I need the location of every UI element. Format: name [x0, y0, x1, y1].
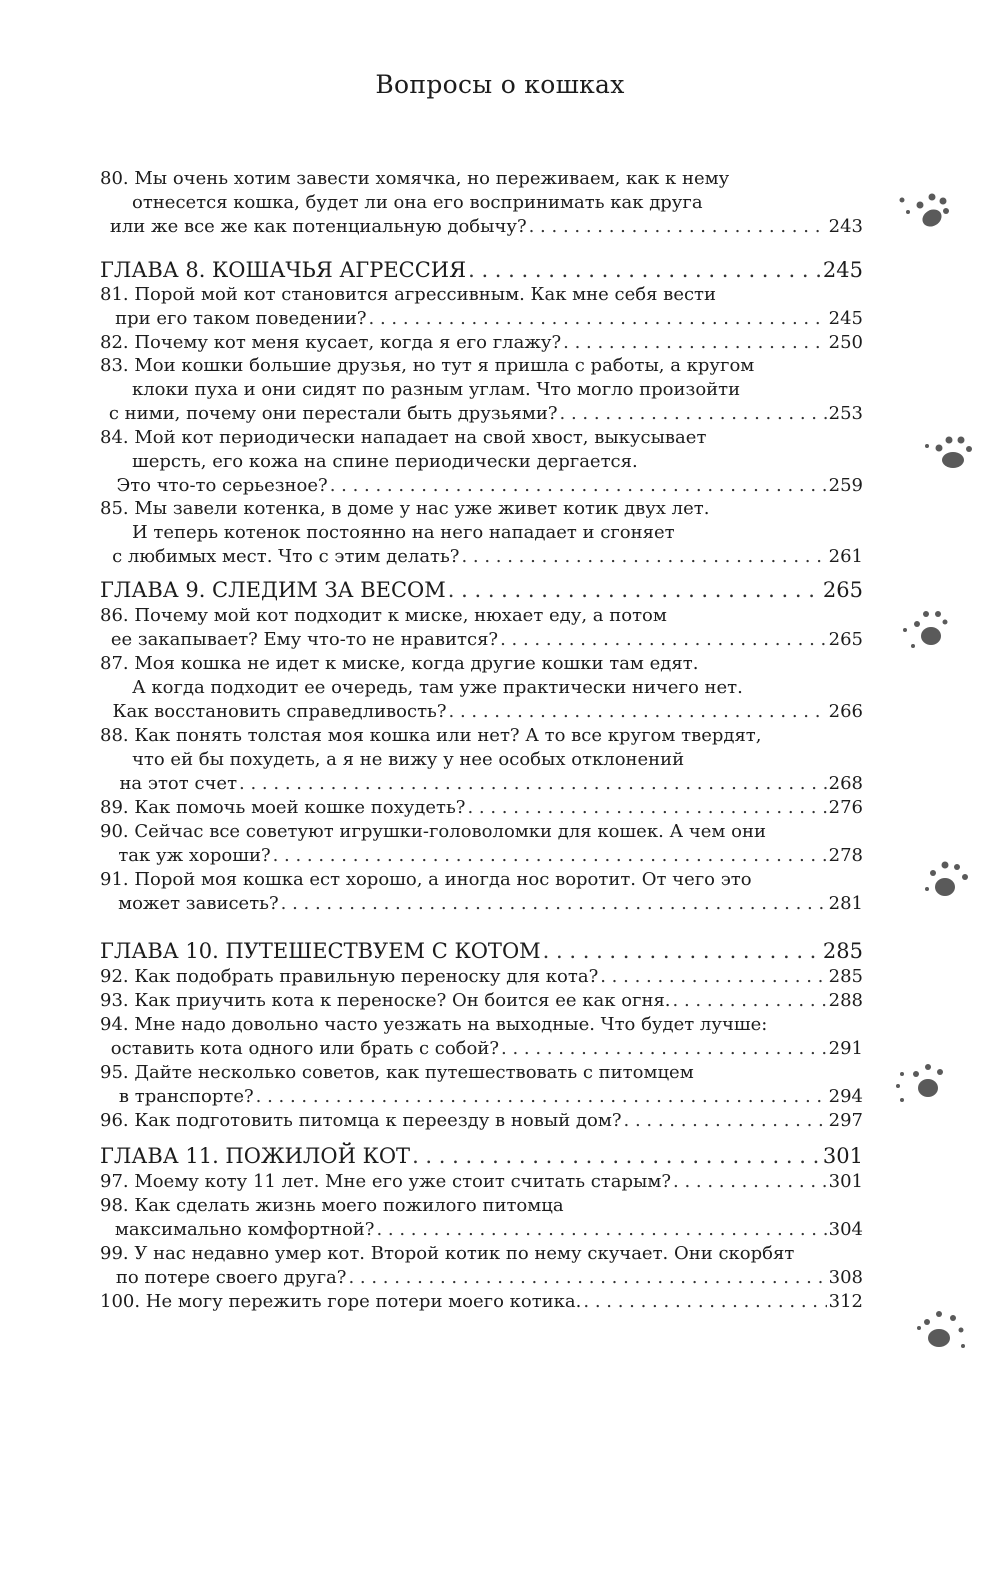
dot-leader — [600, 965, 826, 989]
entry-text: что ей бы похудеть, а я не вижу у нее особых отклонений — [132, 749, 685, 770]
dot-leader — [412, 1142, 821, 1170]
chapter-heading-10[interactable] — [100, 937, 863, 965]
page-number: 297 — [828, 1110, 863, 1131]
entry-text: 90. Сейчас все советуют игрушки-головоломки для кошек. А чем они — [100, 821, 766, 842]
paw-print-icon — [888, 178, 958, 248]
entry-text: 94. Мне надо довольно часто уезжать на выходные. Что будет лучше: — [100, 1014, 768, 1035]
toc-entry-96[interactable] — [100, 1109, 863, 1133]
toc-line — [100, 521, 863, 545]
page-title: Вопросы о кошках — [375, 70, 625, 99]
toc-line — [100, 378, 863, 402]
entry-text: 91. Порой моя кошка ест хорошо, а иногда нос воротит. От чего это — [100, 869, 752, 890]
page-number: 304 — [828, 1219, 863, 1240]
entry-text: 80. Мы очень хотим завести хомячка, но переживаем, как к нему — [100, 168, 730, 189]
entry-text: на этот счет — [119, 773, 238, 794]
toc-line — [100, 426, 863, 450]
page-number: 276 — [828, 797, 863, 818]
chapter-heading-11[interactable] — [100, 1142, 863, 1170]
dot-leader — [563, 331, 827, 355]
entry-text: 84. Мой кот периодически нападает на свой хвост, выкусывает — [100, 427, 707, 448]
toc-line — [100, 191, 863, 215]
page-number: 294 — [828, 1086, 863, 1107]
entry-text: 96. Как подготовить питомца к переезду в новый дом? — [100, 1110, 622, 1131]
chapter-title: ГЛАВА 11. ПОЖИЛОЙ КОТ — [100, 1144, 411, 1168]
page-number: 268 — [828, 773, 863, 794]
entry-text: 93. Как приучить кота к переноске? Он боится ее как огня. — [100, 990, 671, 1011]
toc-line — [100, 354, 863, 378]
dot-leader — [281, 892, 827, 916]
page-number: 285 — [822, 939, 863, 963]
dot-leader — [583, 1290, 826, 1314]
toc-entry-100[interactable] — [100, 1290, 863, 1314]
entry-text: 95. Дайте несколько советов, как путешествовать с питомцем — [100, 1062, 694, 1083]
dot-leader — [529, 215, 827, 239]
page-number: 278 — [828, 845, 863, 866]
toc-entry-84[interactable] — [100, 474, 863, 498]
toc-entry-81[interactable] — [100, 307, 863, 331]
entry-text: по потере своего друга? — [115, 1267, 347, 1288]
entry-text: 89. Как помочь моей кошке похудеть? — [100, 797, 466, 818]
page-number: 266 — [828, 701, 863, 722]
chapter-heading-9[interactable] — [100, 576, 863, 604]
paw-print-icon — [915, 420, 985, 490]
dot-leader — [449, 700, 827, 724]
toc-entry-82[interactable] — [100, 331, 863, 355]
paw-print-icon — [915, 845, 985, 915]
chapter-heading-8[interactable] — [100, 256, 863, 284]
page-number: 259 — [828, 475, 863, 496]
paw-print-icon — [888, 1050, 958, 1120]
entry-text: так уж хороши? — [118, 845, 271, 866]
dot-leader — [673, 989, 827, 1013]
entry-text: с ними, почему они перестали быть друзьями? — [108, 403, 558, 424]
page-number: 245 — [822, 258, 863, 282]
toc-line — [100, 868, 863, 892]
toc-entry-88[interactable] — [100, 772, 863, 796]
toc-line — [100, 283, 863, 307]
entry-text: А когда подходит ее очередь, там уже практически ничего нет. — [132, 677, 743, 698]
toc-line — [100, 604, 863, 628]
dot-leader — [673, 1170, 827, 1194]
entry-text: клоки пуха и они сидят по разным углам. Что могло произойти — [132, 379, 741, 400]
toc-entry-91[interactable] — [100, 892, 863, 916]
toc-line — [100, 1194, 863, 1218]
entry-text: оставить кота одного или брать с собой? — [110, 1038, 500, 1059]
toc-entry-80[interactable] — [100, 215, 863, 239]
toc-entry-95[interactable] — [100, 1085, 863, 1109]
dot-leader — [448, 576, 821, 604]
toc-line — [100, 820, 863, 844]
toc-entry-92[interactable] — [100, 965, 863, 989]
toc-entry-87[interactable] — [100, 700, 863, 724]
dot-leader — [560, 402, 827, 426]
page-number: 261 — [828, 546, 863, 567]
toc-line — [100, 1013, 863, 1037]
toc-line — [100, 1061, 863, 1085]
dot-leader — [239, 772, 827, 796]
entry-text: 99. У нас недавно умер кот. Второй котик по нему скучает. Они скорбят — [100, 1243, 795, 1264]
toc-line — [100, 450, 863, 474]
dot-leader — [330, 474, 827, 498]
entry-text: 100. Не могу пережить горе потери моего котика. — [100, 1291, 582, 1312]
toc-line — [100, 724, 863, 748]
page-number: 285 — [828, 966, 863, 987]
toc-line — [100, 167, 863, 191]
dot-leader — [468, 256, 821, 284]
dot-leader — [376, 1218, 826, 1242]
dot-leader — [348, 1266, 826, 1290]
entry-text: 87. Моя кошка не идет к миске, когда другие кошки там едят. — [100, 653, 699, 674]
dot-leader — [543, 937, 821, 965]
page-number: 245 — [828, 308, 863, 329]
page-number: 308 — [828, 1267, 863, 1288]
toc-line — [100, 748, 863, 772]
entry-text: в транспорте? — [118, 1086, 254, 1107]
entry-text: 85. Мы завели котенка, в доме у нас уже живет котик двух лет. — [100, 498, 710, 519]
toc-entry-85[interactable] — [100, 545, 863, 569]
entry-text: Это что-то серьезное? — [116, 475, 328, 496]
chapter-title: ГЛАВА 10. ПУТЕШЕСТВУЕМ С КОТОМ — [100, 939, 541, 963]
entry-text: 86. Почему мой кот подходит к миске, нюхает еду, а потом — [100, 605, 667, 626]
entry-text: И теперь котенок постоянно на него нападает и сгоняет — [132, 522, 675, 543]
toc-entry-90[interactable] — [100, 844, 863, 868]
paw-print-icon — [893, 600, 963, 670]
entry-text: с любимых мест. Что с этим делать? — [112, 546, 460, 567]
page-number: 291 — [828, 1038, 863, 1059]
toc-entry-99[interactable] — [100, 1266, 863, 1290]
toc-entry-94[interactable] — [100, 1037, 863, 1061]
entry-text: 97. Моему коту 11 лет. Мне его уже стоит считать старым? — [100, 1171, 671, 1192]
entry-text: 83. Мои кошки большие друзья, но тут я пришла с работы, а кругом — [100, 355, 755, 376]
dot-leader — [369, 307, 827, 331]
toc-line — [100, 652, 863, 676]
entry-text: может зависеть? — [118, 893, 279, 914]
page-number: 301 — [822, 1144, 863, 1168]
dot-leader — [467, 796, 826, 820]
toc-entry-93[interactable] — [100, 989, 863, 1013]
entry-text: 82. Почему кот меня кусает, когда я его глажу? — [100, 332, 562, 353]
page-number: 301 — [828, 1171, 863, 1192]
entry-text: 98. Как сделать жизнь моего пожилого питомца — [100, 1195, 564, 1216]
toc-entry-86[interactable] — [100, 628, 863, 652]
entry-text: шерсть, его кожа на спине периодически дергается. — [132, 451, 638, 472]
chapter-title: ГЛАВА 9. СЛЕДИМ ЗА ВЕСОМ — [100, 578, 446, 602]
page-number: 312 — [828, 1291, 863, 1312]
entry-text: ее закапывает? Ему что-то не нравится? — [110, 629, 499, 650]
page-number: 250 — [828, 332, 863, 353]
page-number: 265 — [822, 578, 863, 602]
page-number: 288 — [828, 990, 863, 1011]
toc-line — [100, 1242, 863, 1266]
entry-text: Как восстановить справедливость? — [112, 701, 447, 722]
paw-print-icon — [905, 1298, 975, 1368]
page-number: 243 — [828, 216, 863, 237]
toc-entry-89[interactable] — [100, 796, 863, 820]
entry-text: 88. Как понять толстая моя кошка или нет? А то все кругом твердят, — [100, 725, 762, 746]
entry-text: или же все же как потенциальную добычу? — [109, 216, 527, 237]
page-number: 281 — [828, 893, 863, 914]
dot-leader — [624, 1109, 827, 1133]
toc-line — [100, 497, 863, 521]
dot-leader — [256, 1085, 827, 1109]
entry-text: 92. Как подобрать правильную переноску для кота? — [100, 966, 599, 987]
entry-text: максимально комфортной? — [114, 1219, 375, 1240]
page-number: 265 — [828, 629, 863, 650]
entry-text: 81. Порой мой кот становится агрессивным. Как мне себя вести — [100, 284, 717, 305]
dot-leader — [273, 844, 827, 868]
entry-text: при его таком поведении? — [115, 308, 367, 329]
page-number: 253 — [828, 403, 863, 424]
dot-leader — [500, 628, 827, 652]
entry-text: отнесется кошка, будет ли она его воспринимать как друга — [132, 192, 703, 213]
toc-line — [100, 676, 863, 700]
chapter-title: ГЛАВА 8. КОШАЧЬЯ АГРЕССИЯ — [100, 258, 467, 282]
toc-entry-97[interactable] — [100, 1170, 863, 1194]
toc-entry-83[interactable] — [100, 402, 863, 426]
toc-entry-98[interactable] — [100, 1218, 863, 1242]
dot-leader — [501, 1037, 827, 1061]
dot-leader — [461, 545, 826, 569]
